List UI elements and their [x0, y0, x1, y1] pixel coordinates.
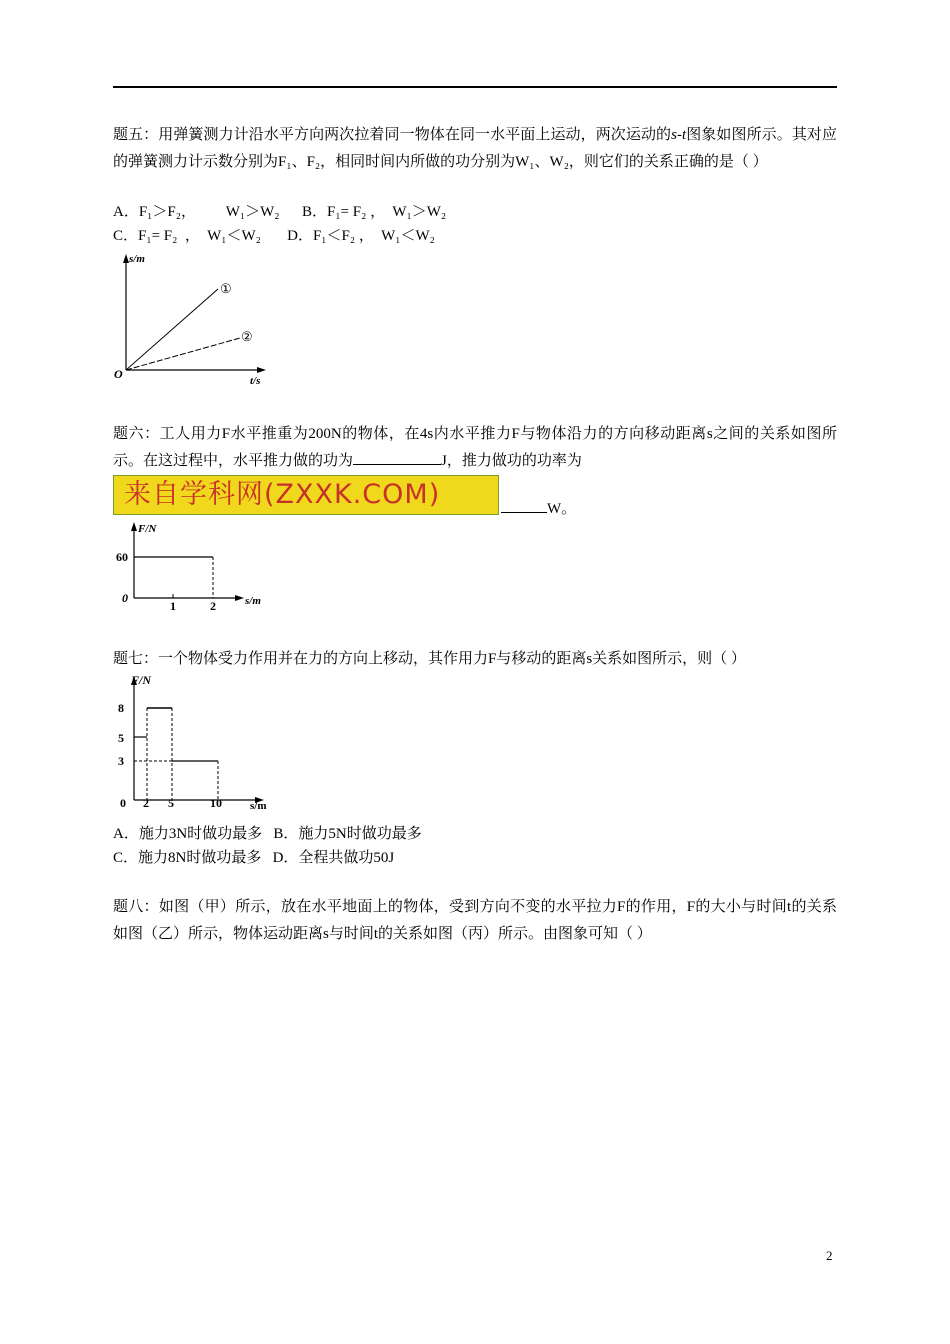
q7-graph-xtick-0: 0 [120, 796, 126, 810]
q6-graph-xlabel: s/m [245, 595, 261, 607]
q6-graph-xtick-1: 1 [170, 599, 176, 613]
q5-graph-line1-label: ① [220, 281, 232, 296]
q5-graph-origin: O [114, 367, 123, 381]
q5-options-row1 [113, 200, 446, 224]
q6-power-line: W。 [501, 497, 576, 521]
q5-option-b: B．F₁= F₂ ， W₁＞W₂ [301, 204, 447, 220]
q7-graph-ylabel: F/N [131, 673, 152, 687]
q6-graph-xtick-2: 2 [210, 599, 216, 613]
q7-graph-ytick-8: 8 [118, 701, 124, 715]
q7-graph-xtick-2: 2 [143, 796, 149, 810]
q5-graph-ylabel: s/m [129, 253, 145, 265]
q6-text: 题六：工人用力F水平推重为200N的物体，在4s内水平推力F与物体沿力的方向移动距离s之间的关系如图所示。在这过程中，水平推力做的功为 J，推力做功的功率为 [113, 426, 837, 469]
q6-graph-ylabel: F/N [138, 523, 157, 535]
q7-options-row2 [113, 846, 394, 870]
q5-option-d: D．F₁＜F₂ ， W₁＜W₂ [287, 228, 435, 244]
q6-blank-work[interactable] [353, 450, 441, 465]
q6-graph-ytick-60: 60 [116, 550, 128, 564]
q7-text: 题七：一个物体受力作用并在力的方向上移动，其作用力F与移动的距离s关系如图所示，则（ ） [113, 651, 746, 667]
q7-option-a: A．施力3N时做功最多 [113, 826, 263, 842]
q7-graph-ytick-5: 5 [118, 731, 124, 745]
q5-st-graph [110, 250, 280, 390]
q6-graph-origin: 0 [122, 591, 128, 605]
page-number: 2 [826, 1248, 833, 1263]
q5-graph-xlabel: t/s [250, 375, 261, 387]
q5-options-row2 [113, 224, 435, 248]
q6-fs-graph [110, 518, 270, 613]
q7-option-d: D．全程共做功50J [272, 850, 395, 866]
q5-option-a: A．F₁＞F₂， W₁＞W₂ [113, 204, 280, 220]
q5-option-c: C．F₁= F₂ ， W₁＜W₂ [113, 228, 261, 244]
q7-graph-ytick-3: 3 [118, 754, 124, 768]
q7-option-c: C．施力8N时做功最多 [113, 850, 262, 866]
q7-fs-graph [110, 672, 280, 817]
watermark-banner: 来自学科网(ZXXK.COM) [113, 475, 499, 515]
q7-graph-xtick-5: 5 [168, 796, 174, 810]
q5-text: 题五：用弹簧测力计沿水平方向两次拉着同一物体在同一水平面上运动，两次运动的s-t图象如图所示。其对应的弹簧测力计示数分别为F₁、F₂，相同时间内所做的功分别为W₁、W₂，则它们的关系正确的是（ ） [113, 127, 837, 170]
q7-option-b: B．施力5N时做功最多 [273, 826, 422, 842]
q6-blank-power[interactable] [501, 498, 547, 513]
q7-graph-xlabel: s/m [250, 800, 267, 812]
q5-graph-line2-label: ② [241, 329, 253, 344]
header-rule [113, 86, 837, 88]
q8-text: 题八：如图（甲）所示，放在水平地面上的物体，受到方向不变的水平拉力F的作用，F的大小与时间t的关系如图（乙）所示，物体运动距离s与时间t的关系如图（丙）所示。由图象可知（ ） [113, 899, 837, 942]
q7-graph-xtick-10: 10 [210, 796, 222, 810]
q7-options-row1 [113, 822, 422, 846]
